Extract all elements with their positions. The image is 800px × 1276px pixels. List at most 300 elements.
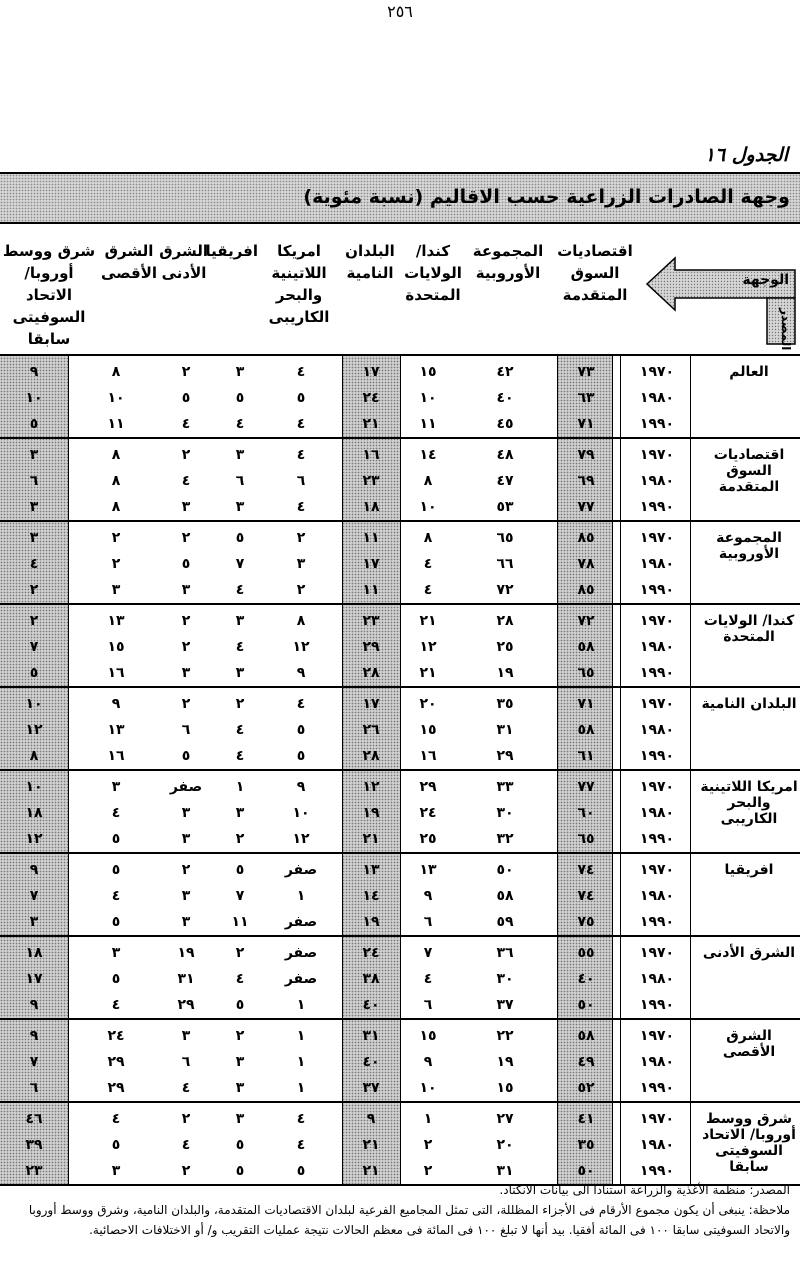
table-cell: ٢٤ [419,805,437,821]
table-cell: ١٣ [107,722,125,738]
table-cell: ٧٢ [577,613,595,629]
table-cell: ٢١ [362,1137,380,1153]
table-cell: ٩ [29,1028,39,1044]
table-cell: ٦ [235,473,245,489]
table-cell: ١٨ [25,945,43,961]
table-cell: ٦٣ [577,390,595,406]
table-cell: ٤ [296,447,306,463]
region-label: المجموعة الأوروبية [716,530,782,562]
table-cell: ٣ [296,556,306,572]
table-cell: ١٠ [419,1080,437,1096]
region-label: كندا/ الولايات المتحدة [703,613,795,645]
table-cell: ٣٥ [496,696,514,712]
table-cell: ٣ [181,805,191,821]
table-cell: ٢ [296,530,306,546]
table-cell: ٤ [296,499,306,515]
table-cell: ١٠ [292,805,310,821]
year-cell: ١٩٩٠ [639,499,675,515]
table-cell: ٨ [111,364,121,380]
table-cell: ٥٨ [577,639,595,655]
table-cell: ٥ [111,1137,121,1153]
table-cell: ١٤ [362,888,380,904]
year-cell: ١٩٧٠ [639,530,675,546]
table-cell: ٢ [181,530,191,546]
table-cell: ٢٨ [496,613,514,629]
table-cell: ٨ [423,530,433,546]
table-cell: ١٢ [292,831,310,847]
table-cell: ١٩ [177,945,195,961]
table-cell: ٤١ [577,1111,595,1127]
table-cell: ٨٥ [577,582,595,598]
table-cell: ١٠ [25,390,43,406]
table-cell: ٧ [29,1054,39,1070]
table-cell: ٢ [29,613,39,629]
direction-label: الوجهة [742,272,789,288]
year-cell: ١٩٨٠ [639,888,675,904]
table-cell: ١٨ [25,805,43,821]
table-cell: ٣١ [496,1163,514,1179]
table-cell: ٣ [235,665,245,681]
table-cell: ٩ [423,888,433,904]
table-cell: ٦١ [577,748,595,764]
table-cell: ٢ [181,696,191,712]
table-cell: ٣ [111,1163,121,1179]
table-cell: ٣ [181,914,191,930]
table-cell: ٥ [111,862,121,878]
table-cell: ٣ [111,945,121,961]
table-cell: ٥٨ [496,888,514,904]
table-cell: ٢ [111,530,121,546]
table-cell: ٣ [29,499,39,515]
table-cell: ١١ [419,416,437,432]
table-cell: ٤ [29,556,39,572]
year-cell: ١٩٩٠ [639,416,675,432]
source-label: المصدر [779,308,793,351]
table-cell: ٢ [181,862,191,878]
table-cell: ٤ [423,971,433,987]
table-cell: ٢١ [419,613,437,629]
table-cell: ٧٨ [577,556,595,572]
footnote: ملاحظة: ينبغى أن يكون مجموع الأرقام فى الأجزاء المظللة، التى تمثل المجاميع الفرعية لبلدان الاقتصاديات المتقدمة، والبلدان النامية، وشرق ووسط أوروبا والاتحاد السوفيتى سابقا ١٠٠ فى المائة أفقيا. بيد أنها لا تبلغ ١٠٠ فى المائة فى معظم الحالات نتيجة عمليات التقريب و/ أو الاختلافات الاحصائية. [28,1203,790,1237]
table-cell: ٤ [235,639,245,655]
table-cell: ٦٦ [496,556,514,572]
year-cell: ١٩٩٠ [639,665,675,681]
year-cell: ١٩٨٠ [639,971,675,987]
table-cell: ٢٤ [362,945,380,961]
table-cell: ٢ [181,639,191,655]
table-cell: ٢٠ [496,1137,514,1153]
table-cell: ٤٥ [496,416,514,432]
table-cell: ٦ [181,722,191,738]
table-cell: ٣٧ [496,997,514,1013]
table-cell: ١٧ [362,556,380,572]
table-cell: ٩ [423,1054,433,1070]
table-cell: ٢ [423,1163,433,1179]
table-cell: ٤ [235,971,245,987]
year-cell: ١٩٩٠ [639,748,675,764]
table-cell: ٨ [111,473,121,489]
year-cell: ١٩٧٠ [639,613,675,629]
table-cell: ١٠ [107,390,125,406]
table-cell: ٥٨ [577,722,595,738]
table-cell: ٣ [181,582,191,598]
year-cell: ١٩٧٠ [639,1028,675,1044]
direction-arrow [645,256,797,351]
table-cell: ٤ [235,416,245,432]
table-cell: ٢٧ [496,1111,514,1127]
year-cell: ١٩٧٠ [639,364,675,380]
year-cell: ١٩٧٠ [639,696,675,712]
region-label: الشرق الأقصى [722,1028,776,1060]
notes [5,1180,790,1240]
year-cell: ١٩٨٠ [639,1054,675,1070]
table-cell: ٣٢ [496,831,514,847]
table-cell: ٥٠ [496,862,514,878]
table-cell: ٣ [181,1028,191,1044]
region-label: البلدان النامية [701,696,797,712]
table-cell: ٩ [29,364,39,380]
table-cell: ٢٩ [107,1054,125,1070]
table-cell: ١٠ [25,779,43,795]
table-cell: ٤ [181,416,191,432]
column-header: كندا/ الولايات المتحدة [404,242,462,304]
year-cell: ١٩٩٠ [639,914,675,930]
table-cell: ٣ [29,530,39,546]
table-cell: ٦ [423,914,433,930]
table-cell: ٥ [235,530,245,546]
table-cell: ٥ [296,748,306,764]
region-label: الشرق الأدنى [702,945,796,961]
table-cell: ٥ [235,390,245,406]
column-header: الشرق الأقصى [100,242,158,282]
column-header: البلدان النامية [345,242,395,282]
table-cell: ٤٧ [496,473,514,489]
table-cell: ٣١ [177,971,195,987]
table-cell: ٢ [181,613,191,629]
table-cell: ٥ [296,722,306,738]
column-header: افريقيا [205,242,258,260]
table-cell: ١٩ [496,1054,514,1070]
table-cell: ٥ [181,556,191,572]
region-label: افريقيا [724,862,774,878]
table-cell: ٤ [111,805,121,821]
table-cell: ٥ [111,914,121,930]
table-label: الجدول ١٦ [704,144,788,166]
table-cell: ٣ [235,364,245,380]
table-rule [0,935,800,937]
table-cell: ١٥ [496,1080,514,1096]
table-cell: ٤٠ [362,1054,380,1070]
table-cell: ٩ [366,1111,376,1127]
year-cell: ١٩٨٠ [639,390,675,406]
table-cell: ٢ [235,831,245,847]
table-cell: ١٦ [107,665,125,681]
table-cell: صفر [284,971,318,987]
table-cell: ١٠ [25,696,43,712]
table-cell: ٣ [181,499,191,515]
table-cell: ٢١ [362,831,380,847]
table-header [0,226,800,350]
table-cell: صفر [169,779,203,795]
table-cell: ٥ [181,390,191,406]
table-cell: ٢٣ [362,613,380,629]
table-cell: ٧ [29,639,39,655]
table-cell: ٣٦ [496,945,514,961]
table-cell: ٤ [181,473,191,489]
table-cell: ٢١ [419,665,437,681]
table-cell: ١٧ [25,971,43,987]
table-cell: ٢٠ [419,696,437,712]
table-cell: ٧ [235,556,245,572]
region-label: العالم [729,364,769,380]
table-cell: ٥٣ [496,499,514,515]
table-cell: ٥ [181,748,191,764]
table-cell: ٥ [29,665,39,681]
table-cell: ٥٩ [496,914,514,930]
table-cell: ٧٣ [577,364,595,380]
region-label: اقتصاديات السوق المتقدمة [713,447,785,495]
table-cell: ٥ [296,1163,306,1179]
table-cell: ٣٠ [496,971,514,987]
table-cell: ٢٣ [362,473,380,489]
table-cell: ٦ [29,1080,39,1096]
table-cell: ١٥ [419,364,437,380]
table-cell: ١١ [362,582,380,598]
table-cell: ١٦ [107,748,125,764]
table-rule [0,520,800,522]
table-cell: ٢٢ [496,1028,514,1044]
column-header: اقتصاديات السوق المتقدمة [557,242,633,304]
table-cell: ٦ [29,473,39,489]
table-cell: ٦٩ [577,473,595,489]
table-cell: ٥ [235,1137,245,1153]
arrow-left-icon [645,256,797,346]
table-cell: ٤٩ [577,1054,595,1070]
table-cell: ٤ [423,556,433,572]
column-header: امريكا اللاتينية والبحر الكاريبى [268,242,330,326]
table-cell: ١٧ [362,364,380,380]
table-cell: ٨ [111,447,121,463]
table-cell: ٧٥ [577,914,595,930]
year-cell: ١٩٩٠ [639,831,675,847]
table-cell: ٥ [29,416,39,432]
table-cell: ٤ [235,748,245,764]
table-cell: ٩ [111,696,121,712]
table-cell: ٢ [296,582,306,598]
table-rule [0,354,800,356]
table-cell: ٥٠ [577,1163,595,1179]
table-cell: ٢ [235,1028,245,1044]
table-cell: ٤ [181,1137,191,1153]
title-bar [0,172,800,224]
table-cell: ١ [296,997,306,1013]
table-cell: ٢٩ [362,639,380,655]
table-cell: ٩ [296,665,306,681]
year-cell: ١٩٩٠ [639,997,675,1013]
table-cell: ٣ [235,613,245,629]
region-label: امريكا اللاتينية والبحر الكاريبى [700,779,798,827]
table-cell: ٤ [235,722,245,738]
table-cell: ٩ [29,862,39,878]
table-cell: ٧ [235,888,245,904]
table-cell: ٣٧ [362,1080,380,1096]
column-header: شرق ووسط أوروبا/ الاتحاد السوفيتى سابقا [2,242,96,348]
table-cell: ٣٥ [577,1137,595,1153]
table-cell: ٥٠ [577,997,595,1013]
table-cell: ٢٩ [496,748,514,764]
table-cell: ١٥ [419,722,437,738]
table-cell: ١٦ [419,748,437,764]
table-cell: ٤ [111,888,121,904]
table-cell: ٢٥ [419,831,437,847]
table-cell: ٣ [29,914,39,930]
year-cell: ١٩٩٠ [639,1080,675,1096]
table-cell: ٦٠ [577,805,595,821]
table-rule [0,852,800,854]
table-cell: ٣ [111,779,121,795]
table-cell: ١٢ [292,639,310,655]
table-cell: ٣ [235,805,245,821]
table-cell: ٥ [235,1163,245,1179]
year-cell: ١٩٨٠ [639,639,675,655]
year-cell: ١٩٨٠ [639,473,675,489]
table-cell: ٨٥ [577,530,595,546]
table-cell: ٣ [235,1080,245,1096]
year-cell: ١٩٧٠ [639,779,675,795]
table-cell: ٣١ [362,1028,380,1044]
table-cell: ٣ [181,831,191,847]
table-title: وجهة الصادرات الزراعية حسب الاقاليم (نسبة مئوية) [303,186,790,208]
table-cell: ٩ [29,997,39,1013]
table-cell: ٧ [423,945,433,961]
year-cell: ١٩٧٠ [639,945,675,961]
table-cell: ٣ [181,665,191,681]
table-cell: ١٣ [362,862,380,878]
table-cell: ١٩ [362,914,380,930]
table-cell: ٤ [296,364,306,380]
table-cell: ٦٥ [496,530,514,546]
column-header: الشرق الأدنى [159,242,208,282]
table-cell: ٧٤ [577,888,595,904]
table-cell: ٢٦ [362,722,380,738]
table-cell: ٢٥ [496,639,514,655]
table-cell: ٨ [29,748,39,764]
table-cell: ٨ [423,473,433,489]
table-cell: ٤٠ [362,997,380,1013]
table-cell: ٧ [29,888,39,904]
table-cell: ٧١ [577,696,595,712]
table-cell: ٢٨ [362,748,380,764]
table-cell: صفر [284,862,318,878]
table-cell: ١٢ [25,831,43,847]
table-cell: ٢١ [362,1163,380,1179]
table-rule [0,603,800,605]
table-cell: ١ [235,779,245,795]
table-cell: ١٤ [419,447,437,463]
table-cell: ٢ [29,582,39,598]
table-cell: ١٦ [362,447,380,463]
table-rule [0,1101,800,1103]
source-note: المصدر: منظمة الأغذية والزراعة استنادا الى بيانات الانكتاد. [499,1183,790,1197]
page-number: ٢٥٦ [387,2,413,21]
table-cell: ٥٢ [577,1080,595,1096]
region-label: شرق ووسط أوروبا/ الاتحاد السوفيتى سابقا [702,1111,796,1175]
table-cell: ١١ [231,914,249,930]
table-cell: ٤ [111,1111,121,1127]
table-cell: ٦٥ [577,665,595,681]
table-cell: ٧٧ [577,499,595,515]
table-cell: ١٢ [419,639,437,655]
table-cell: ٦٥ [577,831,595,847]
table-cell: ٣١ [496,722,514,738]
table-cell: ١ [296,1080,306,1096]
table-cell: ٢ [111,556,121,572]
table-cell: ١٠ [419,390,437,406]
table-cell: ٦ [296,473,306,489]
table-cell: ٧١ [577,416,595,432]
table-cell: ١ [296,888,306,904]
table-cell: ٥٥ [577,945,595,961]
table-cell: ٣ [235,1111,245,1127]
table-cell: ١ [423,1111,433,1127]
table-cell: ٢١ [362,416,380,432]
table-cell: ٣ [181,888,191,904]
table-cell: ١ [296,1028,306,1044]
table-cell: ٤ [296,416,306,432]
table-cell: ٤ [235,582,245,598]
year-cell: ١٩٩٠ [639,1163,675,1179]
table-cell: ٤ [111,997,121,1013]
table-cell: ٨ [296,613,306,629]
table-cell: ٢ [423,1137,433,1153]
table-cell: ١٢ [25,722,43,738]
table-cell: ١٣ [107,613,125,629]
table-cell: ٢٨ [362,665,380,681]
table-cell: ٥ [235,997,245,1013]
year-cell: ١٩٧٠ [639,447,675,463]
table-cell: ١٩ [362,805,380,821]
table-rule [0,437,800,439]
table-cell: ١١ [362,530,380,546]
table-cell: ٧٤ [577,862,595,878]
table-cell: ٤٠ [577,971,595,987]
table-cell: ٢ [181,1163,191,1179]
table-cell: ٤ [296,1137,306,1153]
table-cell: ٦ [181,1054,191,1070]
table-cell: ٨ [111,499,121,515]
table-cell: ٢ [235,945,245,961]
table-cell: ٤٦ [25,1111,43,1127]
table-cell: ٥٨ [577,1028,595,1044]
table-cell: ٢ [181,447,191,463]
table-cell: ٤ [296,1111,306,1127]
table-cell: ٩ [296,779,306,795]
table-cell: ١١ [107,416,125,432]
table-cell: صفر [284,914,318,930]
table-rule [0,686,800,688]
table-cell: ٣ [111,582,121,598]
table-cell: ١٥ [107,639,125,655]
table-cell: ١٣ [419,862,437,878]
table-rule [0,1018,800,1020]
table-cell: صفر [284,945,318,961]
year-cell: ١٩٨٠ [639,805,675,821]
table-cell: ٢ [181,1111,191,1127]
table-cell: ٥ [111,971,121,987]
table-cell: ٢ [235,696,245,712]
table-cell: ٧٢ [496,582,514,598]
table-cell: ٤٠ [496,390,514,406]
